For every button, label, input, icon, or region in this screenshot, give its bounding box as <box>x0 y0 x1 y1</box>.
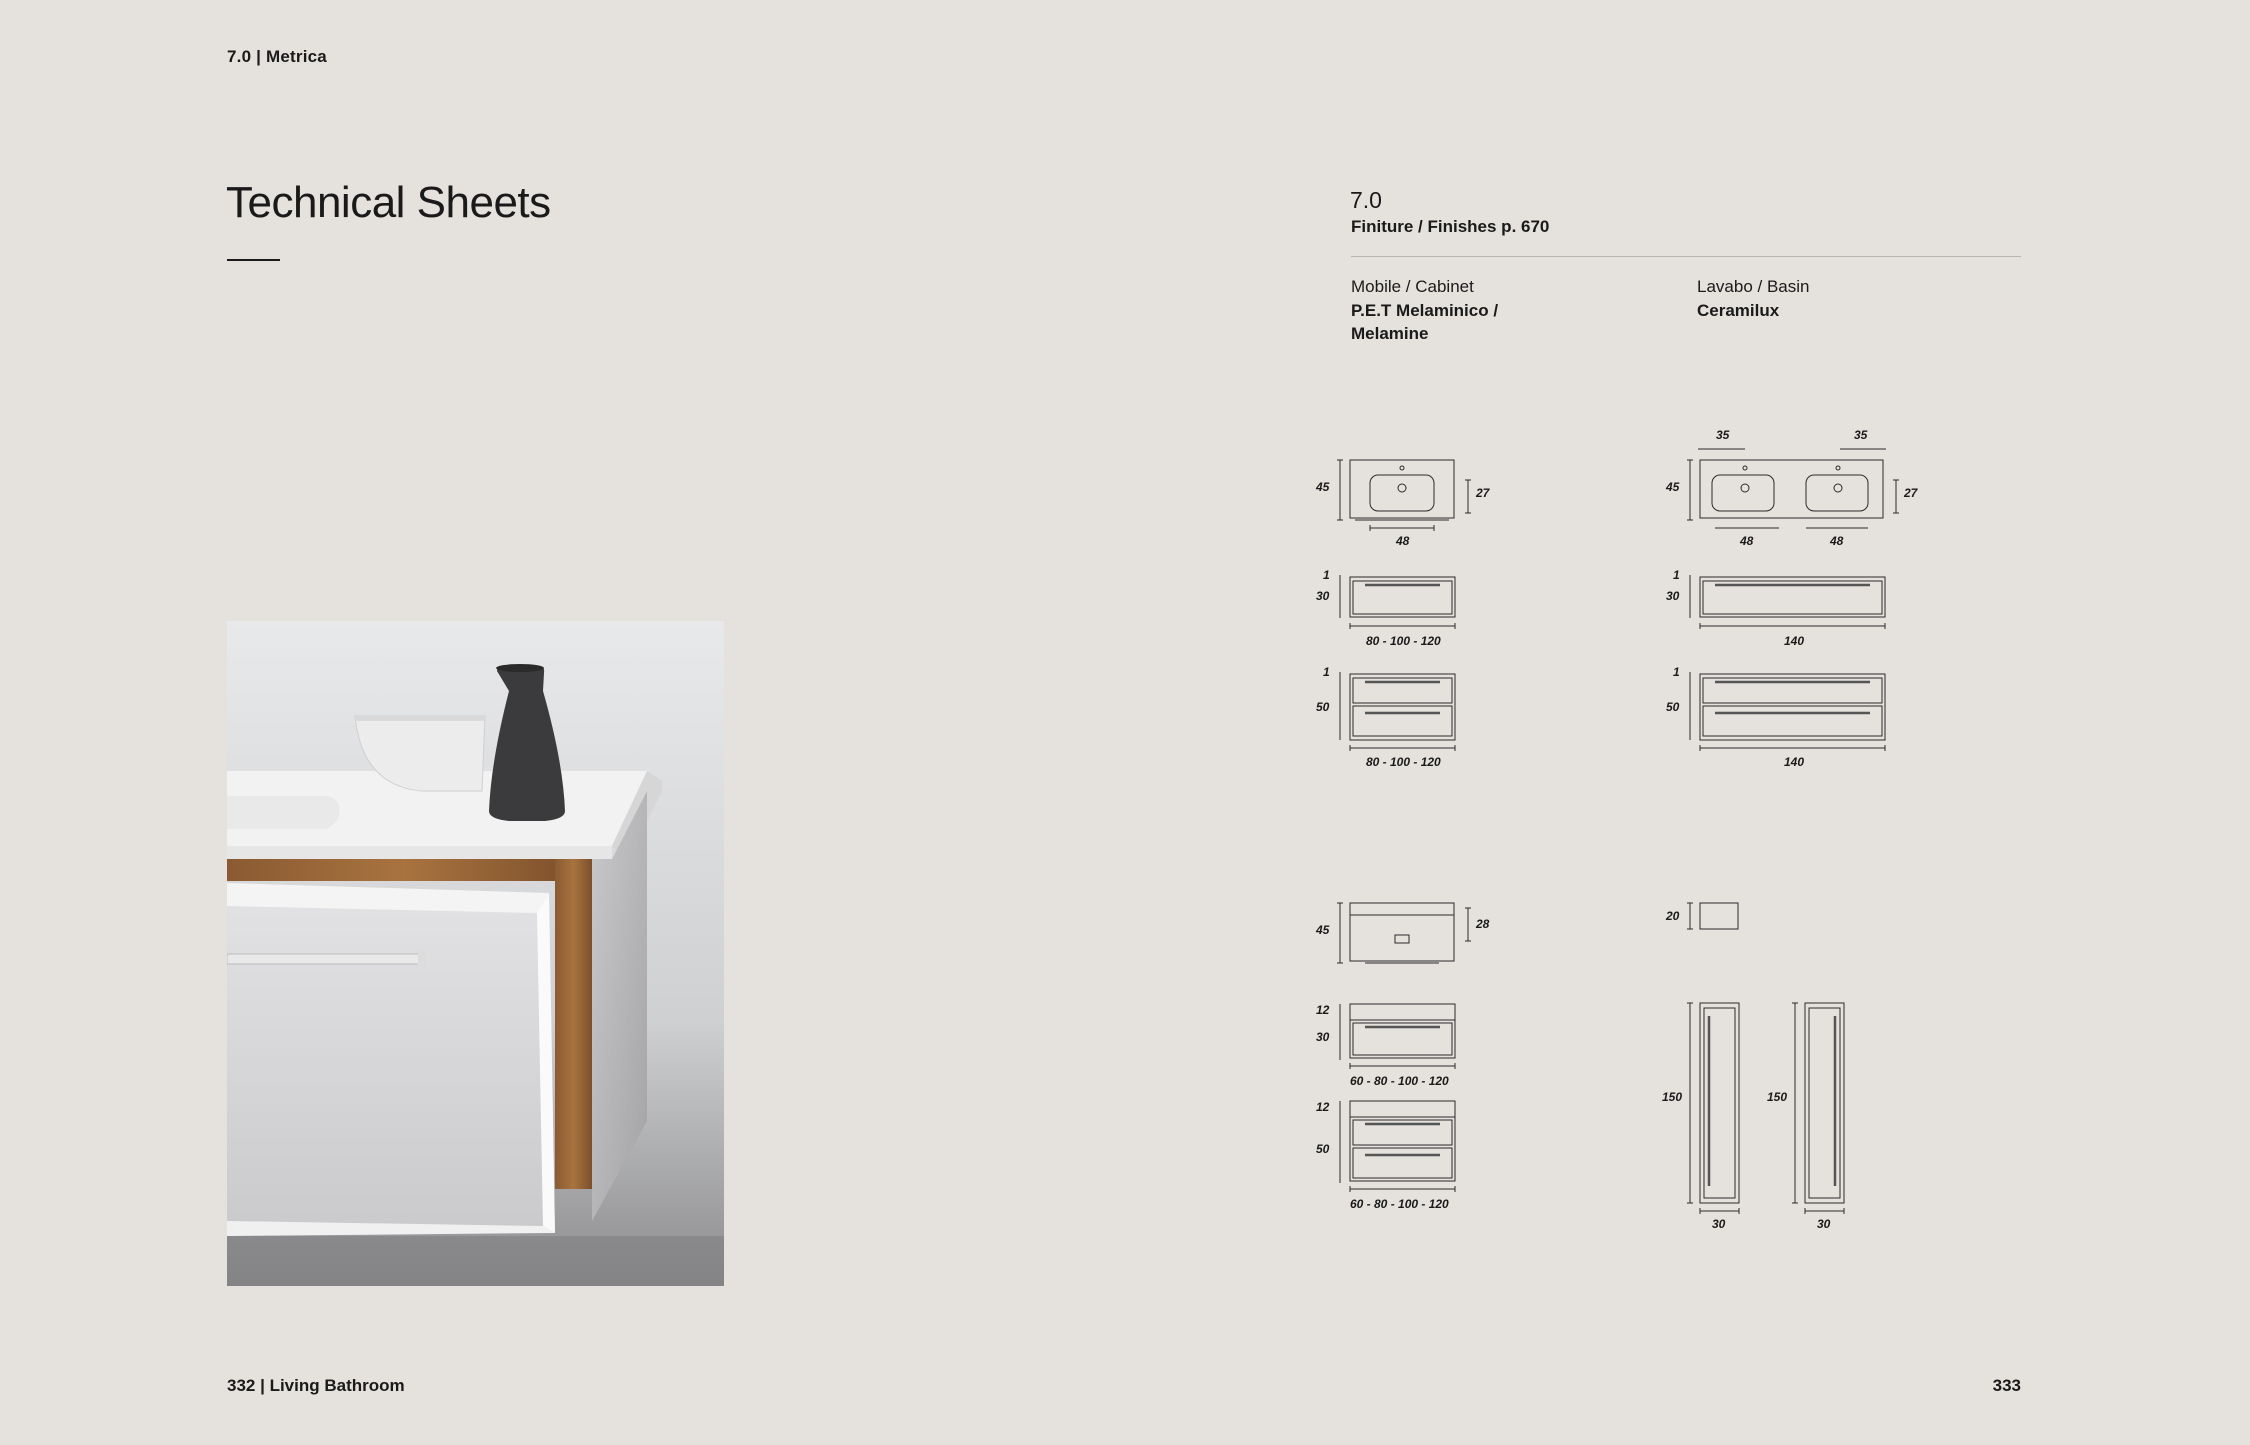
spec-cabinet-value-line1: P.E.T Melaminico / <box>1351 301 1499 320</box>
basin-single-drawing <box>1310 450 1510 550</box>
spec-cabinet <box>1351 277 1498 345</box>
column-right-height-label: 150 <box>1767 1090 1788 1104</box>
cabinet-50-open-height-label: 50 <box>1316 1142 1330 1156</box>
column-left-drawing <box>1660 996 1760 1236</box>
column-right-width-label: 30 <box>1817 1217 1831 1231</box>
cabinet-50-open-top-label: 12 <box>1316 1100 1330 1114</box>
footer-left-page-label: 332 | Living Bathroom <box>227 1376 405 1395</box>
cabinet-30-single-height-label: 30 <box>1316 589 1330 603</box>
basin-double-depth-label: 45 <box>1666 480 1680 494</box>
cabinet-30-double-width-label: 140 <box>1784 634 1805 648</box>
page-title: Technical Sheets <box>226 178 551 227</box>
cabinet-50-open-drawing <box>1310 1095 1510 1215</box>
section-divider <box>1351 256 2021 257</box>
cabinet-30-double-top-label: 1 <box>1673 568 1680 582</box>
basin-double-width-left-label: 48 <box>1740 534 1754 548</box>
section-number: 7.0 <box>1350 187 1382 213</box>
cabinet-50-double-height-label: 50 <box>1666 700 1680 714</box>
cabinet-30-single-widths-label: 80 - 100 - 120 <box>1366 634 1441 648</box>
top-cabinet-drawing <box>1310 893 1510 973</box>
cabinet-50-double-top-label: 1 <box>1673 665 1680 679</box>
cabinet-30-single-top-label: 1 <box>1323 568 1330 582</box>
cabinet-30-open-height-label: 30 <box>1316 1030 1330 1044</box>
cabinet-50-single-drawing <box>1310 660 1510 775</box>
spec-basin-value: Ceramilux <box>1697 301 1780 320</box>
column-left-width-label: 30 <box>1712 1217 1726 1231</box>
column-right-drawing <box>1765 996 1865 1236</box>
section-header-label: 7.0 | Metrica <box>227 47 327 66</box>
cabinet-50-single-height-label: 50 <box>1316 700 1330 714</box>
cabinet-50-single-top-label: 1 <box>1323 665 1330 679</box>
cabinet-50-open-widths-label: 60 - 80 - 100 - 120 <box>1350 1197 1449 1211</box>
cabinet-30-open-top-label: 12 <box>1316 1003 1330 1017</box>
cabinet-30-double-drawing <box>1660 563 1900 653</box>
basin-double-drawing <box>1660 425 1930 550</box>
basin-single-depth-label: 45 <box>1316 480 1330 494</box>
basin-double-width-right-label: 48 <box>1830 534 1844 548</box>
footer-right-page-number: 333 <box>1992 1376 2021 1395</box>
top-cabinet-depth-label: 45 <box>1316 923 1330 937</box>
cabinet-30-single-drawing <box>1310 563 1510 653</box>
spec-cabinet-value-line2: Melamine <box>1351 324 1429 343</box>
spec-cabinet-label: Mobile / Cabinet <box>1351 277 1474 296</box>
cabinet-50-double-drawing <box>1660 660 1900 775</box>
basin-double-spacing-left-label: 35 <box>1716 428 1730 442</box>
spec-basin <box>1697 277 1809 322</box>
basin-single-width-label: 48 <box>1396 534 1410 548</box>
spec-basin-label: Lavabo / Basin <box>1697 277 1810 296</box>
vanity-illustration <box>227 621 724 1286</box>
product-photo <box>227 621 724 1286</box>
basin-double-spacing-right-label: 35 <box>1854 428 1868 442</box>
finishes-reference: Finiture / Finishes p. 670 <box>1351 217 1550 236</box>
title-divider <box>227 259 280 261</box>
basin-single-height-label: 27 <box>1476 486 1490 500</box>
cabinet-30-double-height-label: 30 <box>1666 589 1680 603</box>
cabinet-50-double-width-label: 140 <box>1784 755 1805 769</box>
basin-double-height-label: 27 <box>1904 486 1918 500</box>
cabinet-30-open-widths-label: 60 - 80 - 100 - 120 <box>1350 1074 1449 1088</box>
shelf-unit-drawing <box>1660 893 1760 943</box>
cabinet-30-open-drawing <box>1310 998 1510 1093</box>
cabinet-50-single-widths-label: 80 - 100 - 120 <box>1366 755 1441 769</box>
top-cabinet-height-label: 28 <box>1476 917 1490 931</box>
shelf-unit-height-label: 20 <box>1666 909 1680 923</box>
column-left-height-label: 150 <box>1662 1090 1683 1104</box>
